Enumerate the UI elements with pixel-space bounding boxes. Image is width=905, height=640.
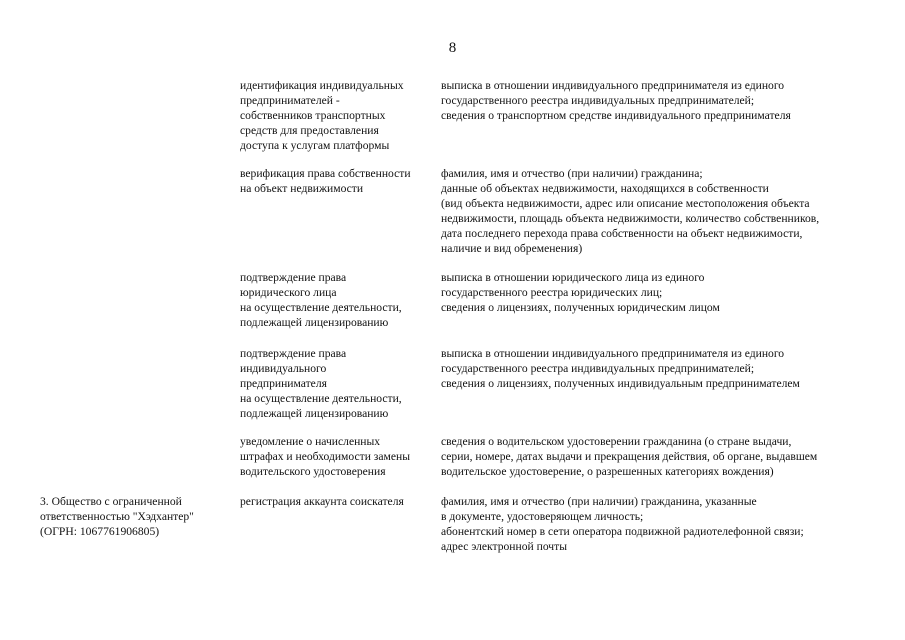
data-cell: фамилия, имя и отчество (при наличии) гражданина, указанные в документе, удостоверяющем личность; абонентский номер в сети оператора подвижной радиотелефонной связи; адрес электронной почты <box>441 495 804 553</box>
data-cell: выписка в отношении индивидуального предпринимателя из единого государственного реестра индивидуальных предпринимателей; сведения о лицензиях, полученных индивидуальным предпринимателем <box>441 347 800 390</box>
data-cell: фамилия, имя и отчество (при наличии) гражданина; данные об объектах недвижимости, находящихся в собственности (вид объекта недвижимости, адрес или описание местоположения объекта недвижимости, площадь объекта недвижимости, количество собственников, дата последнего перехода права собственности на объект недвижимости, наличие и вид обременения) <box>441 167 820 255</box>
data-cell: выписка в отношении индивидуального предпринимателя из единого государственного реестра индивидуальных предпринимателей; сведения о транспортном средстве индивидуального предпринимателя <box>441 79 791 122</box>
data-cell: сведения о водительском удостоверении гражданина (о стране выдачи, серии, номере, датах выдачи и прекращения действия, об органе, выдавшем водительское удостоверение, о разрешенных категориях вождения) <box>441 435 818 478</box>
purpose-cell: регистрация аккаунта соискателя <box>240 495 404 508</box>
purpose-cell: идентификация индивидуальных предпринимателей - собственников транспортных средств для предоставления доступа к услугам платформы <box>240 79 404 152</box>
purpose-cell: подтверждение права индивидуального предпринимателя на осуществление деятельности, подлежащей лицензированию <box>240 347 402 420</box>
purpose-cell: подтверждение права юридического лица на осуществление деятельности, подлежащей лицензированию <box>240 271 402 329</box>
purpose-cell: верификация права собственности на объект недвижимости <box>240 167 411 195</box>
organization-cell: 3. Общество с ограниченной ответственностью "Хэдхантер" (ОГРН: 1067761906805) <box>40 495 194 538</box>
page-number: 8 <box>448 40 457 56</box>
purpose-cell: уведомление о начисленных штрафах и необходимости замены водительского удостоверения <box>240 435 410 478</box>
data-cell: выписка в отношении юридического лица из единого государственного реестра юридических лиц; сведения о лицензиях, полученных юридическим лицом <box>441 271 720 314</box>
